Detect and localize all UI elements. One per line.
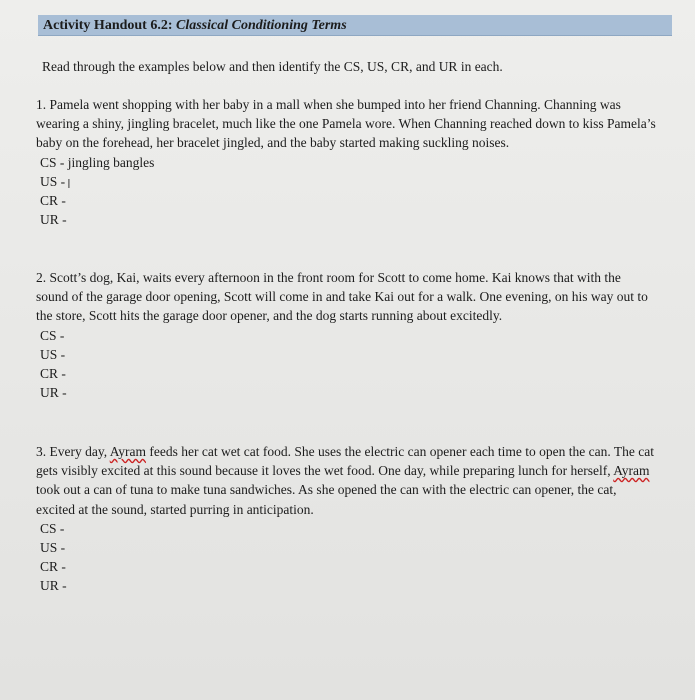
answer-cr-1[interactable] — [40, 191, 656, 210]
answer-ur-2-label: UR - — [40, 385, 67, 401]
answer-ur-2[interactable] — [40, 383, 656, 402]
text-cursor-icon: I — [67, 176, 71, 191]
answer-us-3[interactable] — [40, 538, 656, 557]
answer-cr-3-label: CR - — [40, 559, 66, 575]
answer-us-2-label: US - — [40, 346, 66, 362]
example-item-3 — [36, 442, 656, 596]
answer-cs-3-label: CS - — [40, 520, 65, 536]
answer-cs-3[interactable] — [40, 519, 656, 538]
example-text-1: 1. Pamela went shopping with her baby in a mall when she bumped into her friend Channing. Channing was wearing a shiny, jingling bracelet, much like the one Pamela wore. When Channing reached down to kiss Pamela’s baby on the forehead, her bracelet jingled, and the baby started making suckling noises. — [36, 97, 656, 151]
answer-us-2[interactable] — [40, 345, 656, 364]
example-text-3 — [36, 442, 656, 519]
answer-cs-1-label: CS - jingling bangles — [40, 154, 155, 170]
answer-list-2 — [40, 326, 656, 403]
example-item-2 — [36, 268, 656, 402]
instructions-text: Read through the examples below and then identify the CS, US, CR, and UR in each. — [42, 59, 503, 74]
answer-cr-1-label: CR - — [40, 192, 66, 208]
answer-cs-1[interactable] — [40, 153, 656, 172]
example-text-2: 2. Scott’s dog, Kai, waits every afternoon in the front room for Scott to come home. Kai knows that with the sound of the garage door opening, Scott will come in and take Kai out for a walk. One evening, on his way out to the store, Scott hits the garage door opener, and the dog starts running about excitedly. — [36, 270, 648, 324]
answer-cr-3[interactable] — [40, 557, 656, 576]
answer-cs-2-label: CS - — [40, 327, 65, 343]
title-emphasis: Classical Conditioning Terms — [176, 18, 347, 33]
answer-list-1 — [40, 153, 656, 230]
name-ayram-1: Ayram — [109, 444, 146, 459]
answer-ur-1[interactable] — [40, 210, 656, 229]
answer-ur-3[interactable] — [40, 576, 656, 595]
answer-cs-2[interactable] — [40, 326, 656, 345]
answer-cr-2-label: CR - — [40, 365, 66, 381]
handout-title — [43, 17, 347, 34]
answer-us-1[interactable] — [40, 172, 656, 191]
title-lead: Activity Handout 6.2: — [43, 18, 173, 33]
example-text-3b: feeds her cat wet cat food. She uses the electric can opener each time to open the can. The cat gets visibly excited at this sound because it loves the wet food. One day, while preparing lunch for herself, — [36, 444, 655, 479]
answer-list-3 — [40, 519, 656, 596]
answer-us-1-label: US - — [40, 173, 66, 189]
example-text-3c: took out a can of tuna to make tuna sandwiches. As she opened the can with the electric can opener, the cat, excited at the sound, started purring in anticipation. — [36, 482, 617, 517]
answer-ur-3-label: UR - — [40, 578, 67, 594]
example-item-1 — [36, 95, 656, 229]
name-ayram-2: Ayram — [613, 463, 650, 479]
answer-us-3-label: US - — [40, 540, 66, 555]
answer-ur-1-label: UR - — [40, 212, 67, 228]
answer-cr-2[interactable] — [40, 364, 656, 383]
example-text-3a: 3. Every day, — [36, 444, 110, 459]
